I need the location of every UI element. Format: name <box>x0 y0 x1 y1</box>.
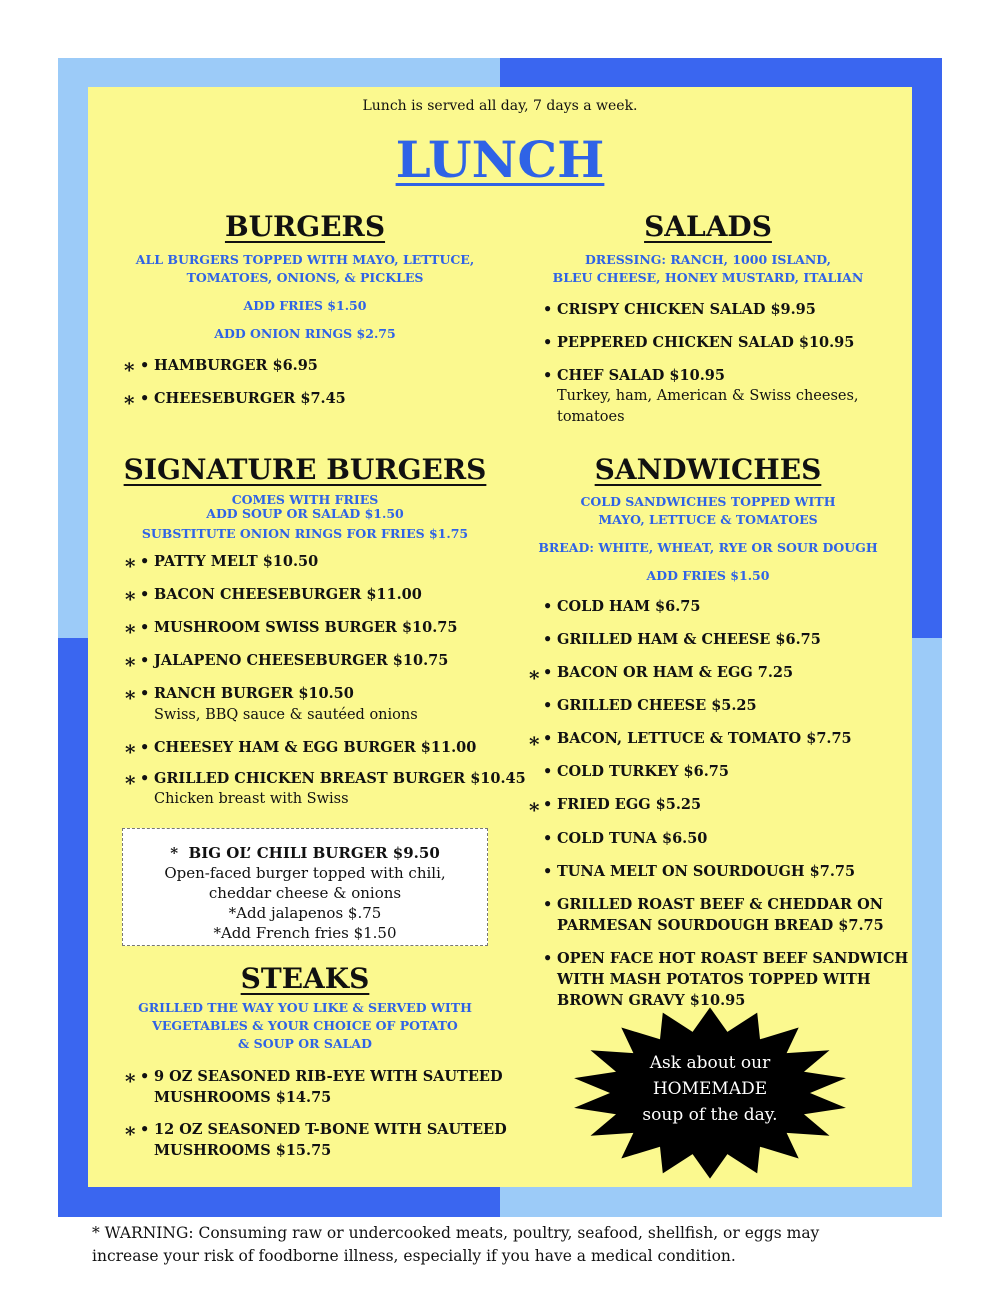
star-marker: * <box>124 358 135 382</box>
star-marker: * <box>125 740 136 764</box>
menu-item: • RANCH BURGER $10.50 <box>140 685 354 702</box>
menu-item: • GRILLED HAM & CHEESE $6.75 <box>543 631 821 648</box>
menu-item: • BACON CHEESEBURGER $11.00 <box>140 586 422 603</box>
star-marker: * <box>529 798 540 822</box>
star-marker: * <box>125 1122 136 1146</box>
menu-item: • COLD HAM $6.75 <box>543 598 701 615</box>
menu-item: • PATTY MELT $10.50 <box>140 553 319 570</box>
burgers-add-fries: ADD FRIES $1.50 <box>243 298 367 313</box>
item-description: Swiss, BBQ sauce & sautéed onions <box>154 707 418 723</box>
signature-note: COMES WITH FRIES ADD SOUP OR SALAD $1.50 <box>206 492 404 521</box>
menu-item: • GRILLED CHEESE $5.25 <box>543 697 757 714</box>
menu-item: • BACON, LETTUCE & TOMATO $7.75 <box>543 730 852 747</box>
steaks-heading: STEAKS <box>240 962 370 995</box>
food-warning: * WARNING: Consuming raw or undercooked meats, poultry, seafood, shellfish, or eggs may increase your risk of foodborne illness, especially if you have a medical condition. <box>92 1224 820 1265</box>
sandwiches-note: COLD SANDWICHES TOPPED WITH MAYO, LETTUCE & TOMATOES <box>580 494 836 527</box>
menu-item: • HAMBURGER $6.95 <box>140 357 318 374</box>
star-marker: * <box>125 771 136 795</box>
menu-item: • COLD TURKEY $6.75 <box>543 763 729 780</box>
menu-item: • CHEESEY HAM & EGG BURGER $11.00 <box>140 739 477 756</box>
menu-item: • CHEF SALAD $10.95 <box>543 367 725 384</box>
salads-heading: SALADS <box>644 210 772 243</box>
star-marker: * <box>125 620 136 644</box>
signature-substitute-note: SUBSTITUTE ONION RINGS FOR FRIES $1.75 <box>141 526 469 541</box>
sandwiches-heading: SANDWICHES <box>594 453 822 486</box>
signature-burgers-heading: SIGNATURE BURGERS <box>123 453 487 486</box>
sandwiches-bread-note: BREAD: WHITE, WHEAT, RYE OR SOUR DOUGH <box>538 540 878 555</box>
burgers-add-rings: ADD ONION RINGS $2.75 <box>214 326 396 341</box>
burgers-heading: BURGERS <box>224 210 386 243</box>
star-marker: * <box>125 686 136 710</box>
item-description: Chicken breast with Swiss <box>154 791 349 807</box>
menu-item: • 12 OZ SEASONED T-BONE WITH SAUTEED MUSHROOMS $15.75 <box>140 1121 507 1159</box>
star-marker: * <box>529 732 540 756</box>
star-marker: * <box>125 554 136 578</box>
page-title: LUNCH <box>395 130 605 189</box>
menu-item: • GRILLED CHICKEN BREAST BURGER $10.45 <box>140 770 526 787</box>
star-marker: * <box>125 587 136 611</box>
star-marker: * <box>125 653 136 677</box>
menu-item: • GRILLED ROAST BEEF & CHEDDAR ON PARMESAN SOURDOUGH BREAD $7.75 <box>543 896 884 934</box>
serving-note: Lunch is served all day, 7 days a week. <box>362 98 638 114</box>
menu-item: • TUNA MELT ON SOURDOUGH $7.75 <box>543 863 856 880</box>
menu-item: • 9 OZ SEASONED RIB-EYE WITH SAUTEED MUSHROOMS $14.75 <box>140 1068 503 1106</box>
menu-item: • MUSHROOM SWISS BURGER $10.75 <box>140 619 458 636</box>
menu-item: • BACON OR HAM & EGG 7.25 <box>543 664 794 681</box>
menu-item: • OPEN FACE HOT ROAST BEEF SANDWICH WITH MASH POTATOS TOPPED WITH BROWN GRAVY $10.95 <box>543 950 909 1009</box>
menu-item: • CHEESEBURGER $7.45 <box>140 390 346 407</box>
star-marker: * <box>124 391 135 415</box>
soup-callout: Ask about our HOMEMADE soup of the day. <box>642 1053 778 1125</box>
menu-item: • FRIED EGG $5.25 <box>543 796 702 813</box>
salads-dressing-note: DRESSING: RANCH, 1000 ISLAND, BLEU CHEESE, HONEY MUSTARD, ITALIAN <box>552 252 864 285</box>
chili-burger-box: * BIG OL’ CHILI BURGER $9.50 Open-faced burger topped with chili, cheddar cheese & onions *Add jalapenos $.75 *Add French fries $1.50 <box>122 828 488 946</box>
menu-item: • COLD TUNA $6.50 <box>543 830 708 847</box>
star-marker: * <box>125 1069 136 1093</box>
burgers-note: ALL BURGERS TOPPED WITH MAYO, LETTUCE, TOMATOES, ONIONS, & PICKLES <box>135 252 475 285</box>
menu-item: • PEPPERED CHICKEN SALAD $10.95 <box>543 334 855 351</box>
star-marker: * <box>529 666 540 690</box>
steaks-note: GRILLED THE WAY YOU LIKE & SERVED WITH VEGETABLES & YOUR CHOICE OF POTATO & SOUP OR SALAD <box>138 1000 472 1051</box>
menu-item: • JALAPENO CHEESEBURGER $10.75 <box>140 652 449 669</box>
menu-item: • CRISPY CHICKEN SALAD $9.95 <box>543 301 816 318</box>
sandwiches-add-fries: ADD FRIES $1.50 <box>646 568 770 583</box>
item-description: Turkey, ham, American & Swiss cheeses, tomatoes <box>557 388 859 425</box>
